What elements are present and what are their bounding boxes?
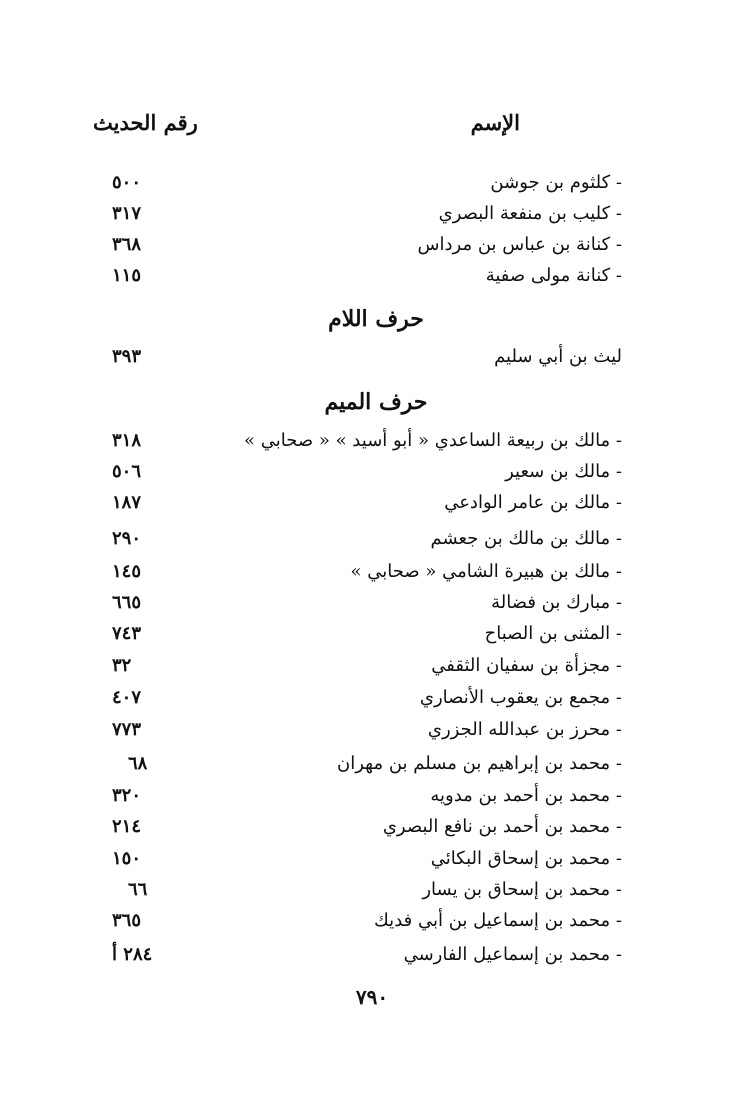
index-entry	[0, 234, 752, 264]
narrator-name: ليث بن أبي سليم	[494, 346, 622, 367]
hadith-number: ٢٩٠	[112, 528, 142, 549]
narrator-name: - محمد بن أحمد بن مدويه	[430, 785, 622, 806]
narrator-name: - محمد بن إسحاق بن يسار	[422, 879, 622, 900]
index-entry	[0, 172, 752, 202]
narrator-name: - كنانة بن عباس بن مرداس	[417, 234, 622, 255]
hadith-number: ٣١٨	[112, 430, 142, 451]
hadith-number: ٥٠٦	[112, 461, 142, 482]
hadith-number: ٤٠٧	[112, 687, 142, 708]
hadith-number: ٣٦٥	[112, 910, 142, 931]
hadith-number: ٢١٤	[112, 816, 142, 837]
index-entry	[0, 910, 752, 940]
section-heading-lam	[0, 306, 752, 332]
index-entry	[0, 623, 752, 653]
narrator-name: - مبارك بن فضالة	[491, 592, 622, 613]
narrator-name: - كلثوم بن جوشن	[490, 172, 622, 193]
narrator-name: - مالك بن مالك بن جعشم	[430, 528, 622, 549]
index-entry	[0, 687, 752, 717]
narrator-name: - مالك بن سعير	[505, 461, 622, 482]
narrator-name: - محمد بن إسماعيل بن أبي فديك	[374, 910, 622, 931]
narrator-name: - مالك بن عامر الوادعي	[444, 492, 622, 513]
narrator-name: - مجزأة بن سفيان الثقفي	[431, 655, 622, 676]
narrator-name: - مجمع بن يعقوب الأنصاري	[419, 687, 622, 708]
index-entry	[0, 346, 752, 376]
hadith-number-column-header: رقم الحديث	[93, 110, 198, 135]
index-entry	[0, 785, 752, 815]
index-entry	[0, 655, 752, 685]
index-entry	[0, 430, 752, 460]
index-entry	[0, 528, 752, 558]
hadith-number: ١١٥	[112, 265, 142, 286]
hadith-number: ٦٦	[128, 879, 148, 900]
index-entry	[0, 461, 752, 491]
hadith-number: ٦٨	[128, 753, 148, 774]
page-number	[0, 985, 752, 1009]
narrator-name: - كليب بن منفعة البصري	[438, 203, 622, 224]
index-entry	[0, 848, 752, 878]
narrator-name: - محمد بن إبراهيم بن مسلم بن مهران	[337, 753, 622, 774]
hadith-number: ٣٢٠	[112, 785, 142, 806]
narrator-name: - محمد بن إسحاق البكائي	[430, 848, 622, 869]
index-entry	[0, 492, 752, 522]
narrator-name: - محمد بن أحمد بن نافع البصري	[382, 816, 622, 837]
index-entry	[0, 265, 752, 295]
hadith-number: ٦٦٥	[112, 592, 142, 613]
index-entry	[0, 816, 752, 846]
index-entry	[0, 203, 752, 233]
hadith-number: ١٥٠	[112, 848, 142, 869]
page-number-text: ٧٩٠	[355, 985, 389, 1009]
index-entry	[0, 879, 752, 909]
section-heading-text: حرف اللام	[328, 306, 424, 332]
hadith-number: ٣١٧	[112, 203, 142, 224]
narrator-name: - محرز بن عبدالله الجزري	[427, 719, 622, 740]
name-column-header: الإسم	[470, 110, 520, 135]
hadith-number: ٣٦٨	[112, 234, 142, 255]
hadith-number: ٢٨٤ أ	[112, 944, 153, 965]
narrator-name: - المثنى بن الصباح	[484, 623, 622, 644]
section-heading-text: حرف الميم	[324, 389, 428, 415]
narrator-name: - كنانة مولى صفية	[485, 265, 622, 286]
narrator-name: - مالك بن ربيعة الساعدي « أبو أسيد » « صحابي »	[243, 430, 622, 451]
index-entry	[0, 592, 752, 622]
section-heading-mim	[0, 389, 752, 415]
narrator-name: - مالك بن هبيرة الشامي « صحابي »	[350, 561, 622, 582]
hadith-number: ٧٤٣	[112, 623, 142, 644]
hadith-number: ٣٩٣	[112, 346, 142, 367]
narrator-name: - محمد بن إسماعيل الفارسي	[403, 944, 622, 965]
hadith-number: ٥٠٠	[112, 172, 142, 193]
hadith-number: ٣٢	[112, 655, 132, 676]
index-entry	[0, 944, 752, 974]
hadith-number: ١٨٧	[112, 492, 142, 513]
index-entry	[0, 561, 752, 591]
index-entry	[0, 753, 752, 783]
hadith-number: ١٤٥	[112, 561, 142, 582]
hadith-number: ٧٧٣	[112, 719, 142, 740]
index-entry	[0, 719, 752, 749]
